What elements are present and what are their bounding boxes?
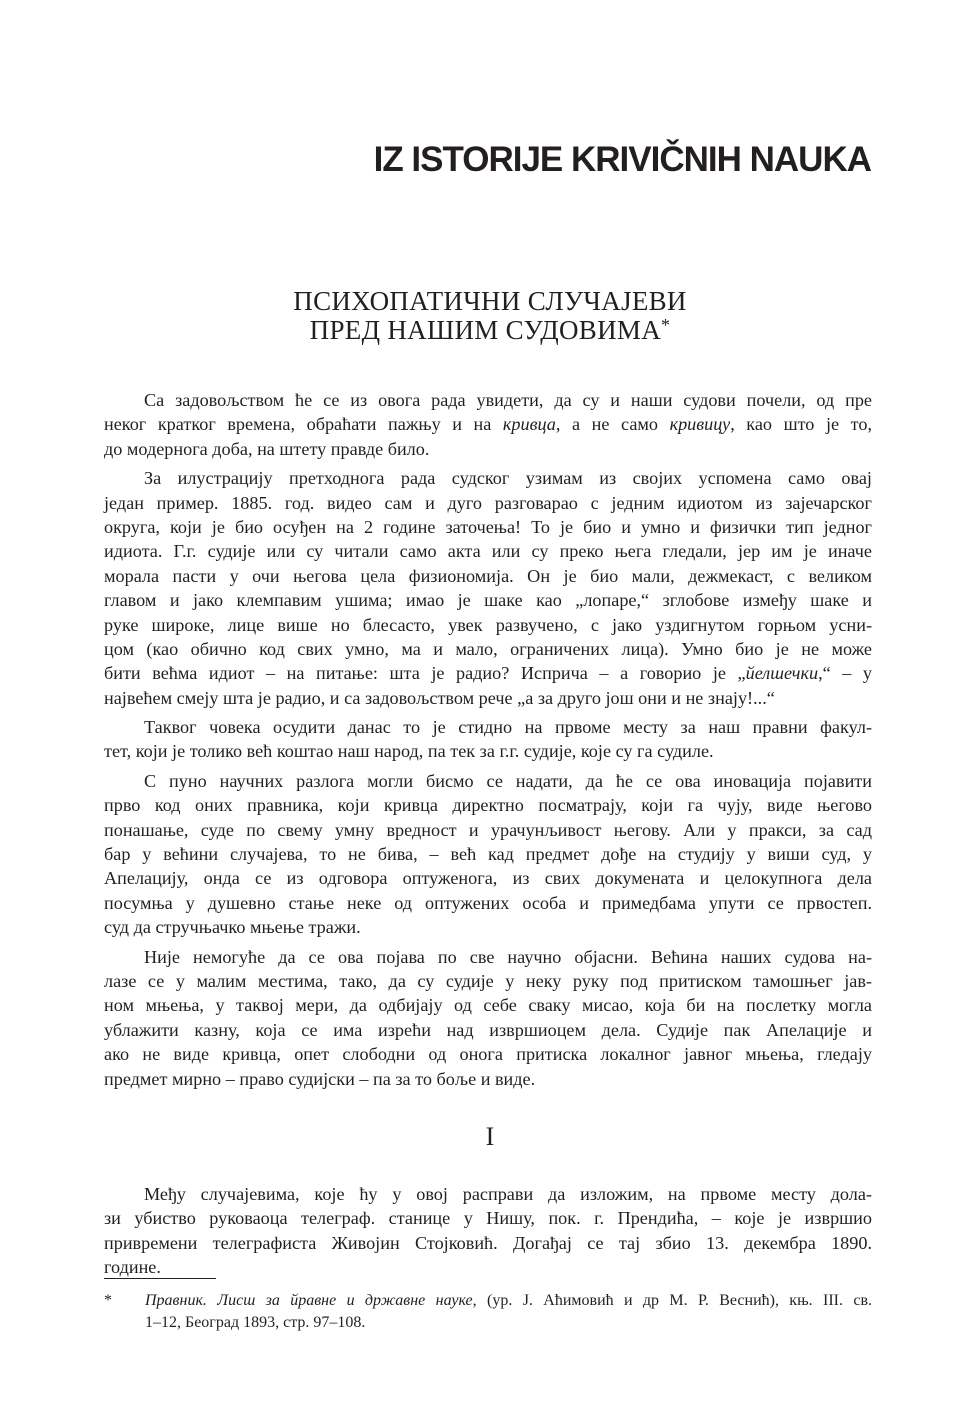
footnote-separator [104,1278,216,1279]
text-line: Са задовољством ће се из овога рада увидети, да су и наши судови почели, од пре [144,390,872,410]
text-line: 1–12, Београд 1893, стр. 97–108. [145,1314,366,1331]
text-line: највећем смеју шта је радио, и са задовољством рече „а за друго још они и не знају!...“ [104,687,775,708]
section-header: IZ ISTORIJE KRIVIČNIH NAUKA [373,140,871,179]
text-line: Правник. Лисш за йравне и државне науке, (ур. Ј. Аћимовић и др М. Р. Веснић), књ. III. св. [145,1292,873,1309]
paragraph [104,715,872,764]
text-line: Таквог човека осудити данас то је стидно на првоме месту за наш правни факул- [144,717,872,738]
text-line: лазе се у малим местима, тако, да су судије у неку руку под притиском тамошњег јав- [104,970,872,991]
article-title-line-2 [100,307,880,346]
paragraph [104,1182,872,1280]
text-line: бити већма идиот – на питање: шта је радио? Исприча – а говорио је „йелшечки,“ – у [104,663,872,684]
text-line: главом и јако клемпавим ушима; имао је шаке као „лопаре,“ зглобове између шаке и [104,590,872,611]
title-footnote-marker[interactable]: * [661,315,671,336]
text-line: неког кратког времена, обраћати пажњу и на кривца, а не само кривицу, као што је то, [104,414,872,435]
italic-text: кривца [502,414,556,435]
text-line: За илустрацију претходнога рада судског узимам из својих успомена само овај [144,468,872,489]
text-line: морала пасти у очи његова цела физиономија. Он је био мали, дежмекаст, с великом [104,565,872,586]
text-line: привремени телеграфиста Живојин Стојковић. Догађај се тај збио 13. декембра 1890. [104,1232,872,1253]
footnote-body [145,1290,872,1334]
text-line: један пример. 1885. год. видео сам и дуго разговарао с једним идиотом из зајечарског [104,492,872,513]
italic-text: кривицу [669,414,731,435]
text-line: суд да стручњачко мњење тражи. [104,917,361,938]
text-line: прво код оних правника, који кривца директно посматрају, који га чују, виде његово [104,795,872,816]
intro-text [104,388,872,1096]
article-title-line-2-text: ПРЕД НАШИМ СУДОВИМА [309,315,662,346]
text-line: Апелацију, онда се из одговора оптуженога, из свих докумената и целокупнога дела [104,868,872,889]
italic-text: Правник. Лисш за йравне и државне науке [145,1292,473,1309]
text-line: до модернога доба, на штету правде било. [104,438,430,459]
paragraph [104,945,872,1091]
text-line: посумња у душевно стање неке од оптужених особа и примедбама упути се првостеп. [104,892,872,913]
article-title-line-1: ПСИХОПАТИЧНИ СЛУЧАЈЕВИ [293,286,687,316]
paragraph [104,388,872,461]
text-line: бар у већини случајева, то не бива, – већ кад предмет дође на студију у виши суд, у [104,844,872,865]
text-line: године. [104,1257,161,1278]
article-title [100,283,880,346]
text-line: тет, који је толико већ коштао наш народ, па тек за г.г. судије, које су га судиле. [104,741,714,762]
text-line: С пуно научних разлога могли бисмо се надати, да ће се ова иновација појавити [144,770,872,791]
footnote [104,1290,872,1334]
text-line: Није немогуће да се ова појава по све научно објасни. Већина наших судова на- [144,946,872,967]
footnote-marker: * [104,1292,112,1309]
text-line: понашање, суде по свему умну вредност и урачунљивост његову. Али у пракси, за сад [104,819,872,840]
section-numeral: I [485,1122,495,1151]
text-line: цом (као обично код свих умно, ма и мало, ограничених лица). Умно био је не може [104,638,872,659]
text-line: ублажити казну, која се има изрећи над извршиоцем дела. Судије пак Апелације и [104,1019,872,1040]
text-line: ном мњења, у таквој мери, да одбијају од себе сваку мисао, која би на послетку могла [104,995,872,1016]
text-line: руке широке, лице више но блесасто, увек развучено, с јако уздигнутом горњом усни- [104,614,872,635]
text-line: ако не виде кривца, опет слободни од онога притиска локалног јавног мњења, гледају [104,1044,872,1065]
paragraph [104,466,872,710]
text-line: округа, који је био осуђен на 2 године заточења! То је био и умно и физички тип једног [104,516,872,537]
section-1-text [104,1182,872,1285]
text-line: идиота. Г.г. судије или су читали само акта или су преко њега гледали, јер им је иначе [104,541,872,562]
text-line: зи убиство руковаоца телеграф. станице у Нишу, пок. г. Прендића, – које је извршио [104,1208,872,1229]
text-line: Међу случајевима, које ћу у овој расправи да изложим, на првоме месту дола- [144,1184,872,1204]
paragraph [104,769,872,940]
italic-text: йелшечки [745,663,819,684]
text-line: предмет мирно – право судијски – па за то боље и виде. [104,1068,536,1089]
